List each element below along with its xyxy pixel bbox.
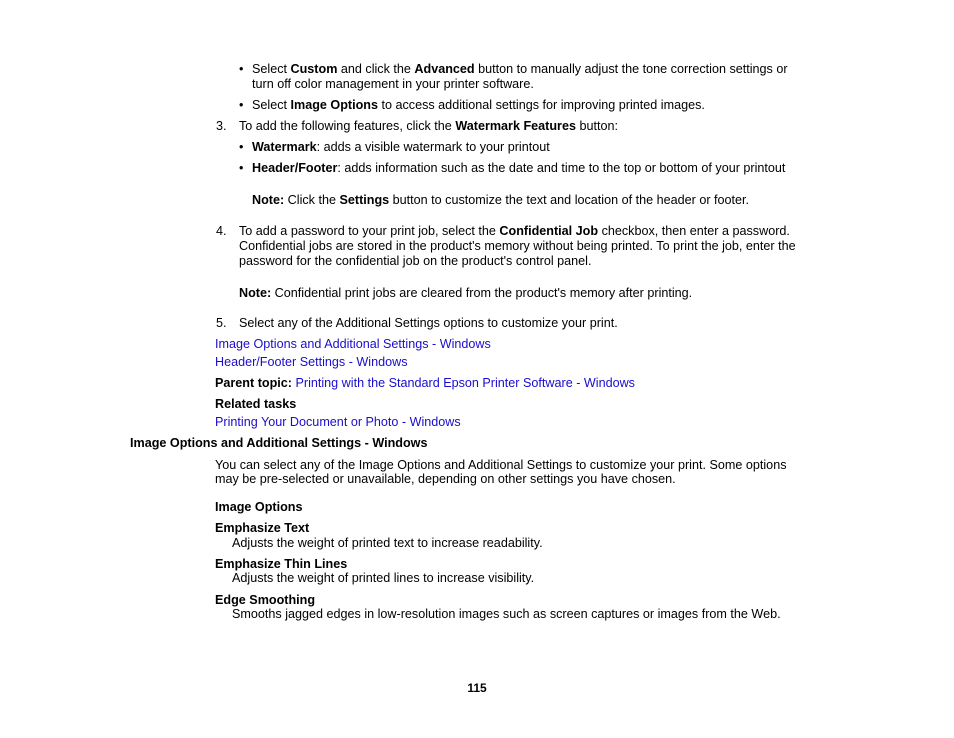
step-4-text: To add a password to your print job, select the Confidential Job checkbox, then enter a password. <box>239 224 790 238</box>
bullet-marker: • <box>239 140 244 154</box>
link-parent-topic[interactable]: Printing with the Standard Epson Printer Software - Windows <box>295 376 635 390</box>
desc-edge-smoothing: Smooths jagged edges in low-resolution images such as screen captures or images from the Web. <box>232 607 781 621</box>
desc-emphasize-thin-lines: Adjusts the weight of printed lines to increase visibility. <box>232 571 535 585</box>
step-4-line3: password for the confidential job on the product's control panel. <box>239 254 592 268</box>
note-settings: Note: Click the Settings button to customize the text and location of the header or footer. <box>252 193 750 207</box>
bullet-image-options: Select Image Options to access additional settings for improving printed images. <box>252 98 705 112</box>
section-heading: Image Options and Additional Settings - Windows <box>130 436 428 450</box>
desc-emphasize-text: Adjusts the weight of printed text to increase readability. <box>232 536 543 550</box>
link-header-footer-settings[interactable]: Header/Footer Settings - Windows <box>215 355 408 369</box>
section-intro-line1: You can select any of the Image Options and Additional Settings to customize your print. Some options <box>215 458 787 472</box>
image-options-subheading: Image Options <box>215 500 303 514</box>
page-number: 115 <box>467 681 487 695</box>
note-confidential: Note: Confidential print jobs are cleared from the product's memory after printing. <box>239 286 693 300</box>
term-emphasize-text: Emphasize Text <box>215 521 310 535</box>
bullet-custom-advanced: Select Custom and click the Advanced button to manually adjust the tone correction settings or <box>252 62 788 76</box>
step-4-line2: Confidential jobs are stored in the product's memory without being printed. To print the job, enter the <box>239 239 796 253</box>
bullet-watermark: Watermark: adds a visible watermark to your printout <box>252 140 550 154</box>
step-number: 5. <box>216 316 227 330</box>
term-emphasize-thin-lines: Emphasize Thin Lines <box>215 557 348 571</box>
bullet-header-footer: Header/Footer: adds information such as the date and time to the top or bottom of your printout <box>252 161 786 175</box>
step-number: 4. <box>216 224 227 238</box>
step-5-text: Select any of the Additional Settings options to customize your print. <box>239 316 618 330</box>
term-edge-smoothing: Edge Smoothing <box>215 593 316 607</box>
parent-topic-label: Parent topic: <box>215 376 292 390</box>
step-3-text: To add the following features, click the Watermark Features button: <box>239 119 618 133</box>
link-printing-document-photo[interactable]: Printing Your Document or Photo - Windows <box>215 415 461 429</box>
bullet-marker: • <box>239 161 244 175</box>
link-image-options-settings[interactable]: Image Options and Additional Settings - Windows <box>215 337 491 351</box>
bullet-custom-advanced-cont: turn off color management in your printer software. <box>252 77 534 91</box>
section-intro-line2: may be pre-selected or unavailable, depending on other settings you have chosen. <box>215 472 676 486</box>
related-tasks-label: Related tasks <box>215 397 297 411</box>
parent-topic <box>215 376 635 391</box>
bullet-marker: • <box>239 62 244 76</box>
bullet-marker: • <box>239 98 244 112</box>
step-number: 3. <box>216 119 227 133</box>
